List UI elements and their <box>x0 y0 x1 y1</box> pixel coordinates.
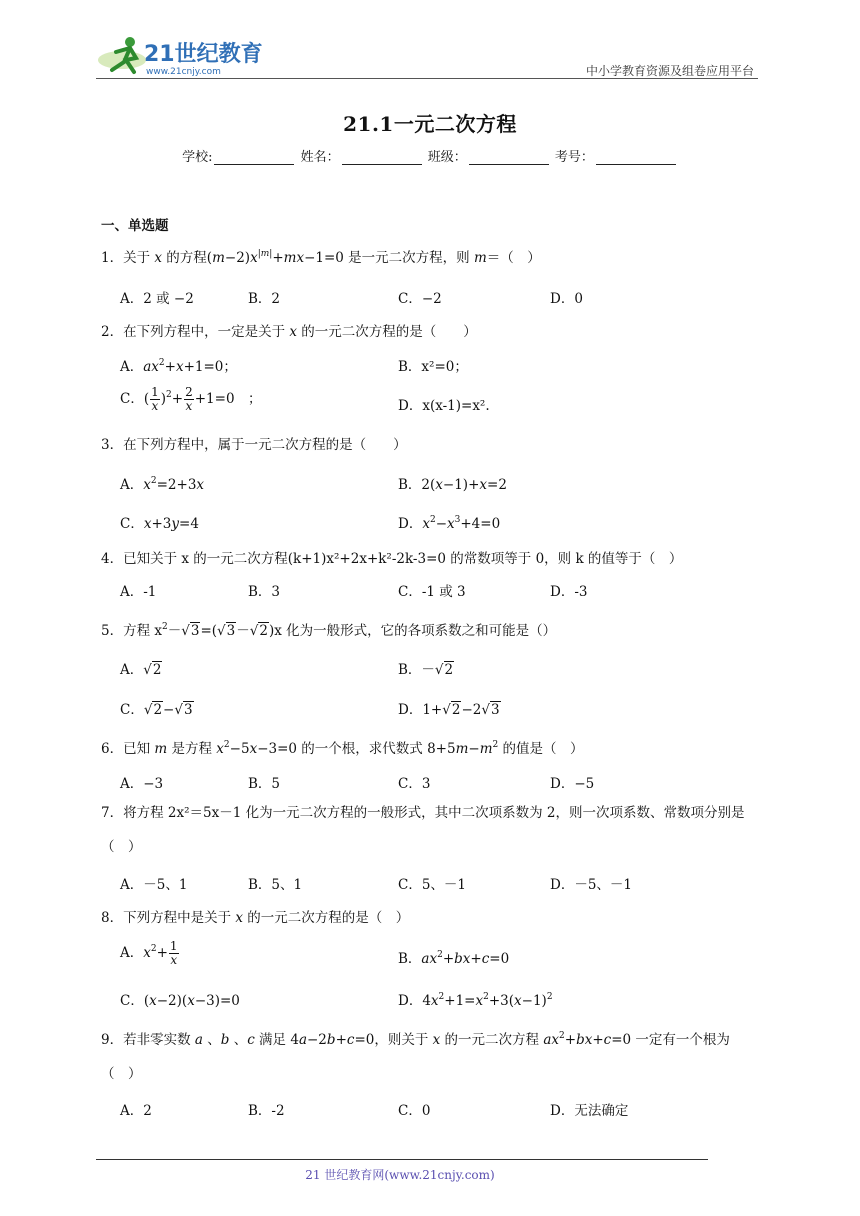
footer-link[interactable]: 21 世纪教育网(www.21cnjy.com) <box>305 1168 495 1182</box>
q8-option-c[interactable]: C．(x−2)(x−3)=0 <box>120 993 240 1009</box>
q9-option-b[interactable]: B．-2 <box>248 1103 285 1119</box>
platform-label: 中小学教育资源及组卷应用平台 <box>585 64 754 78</box>
question-2: 2．在下列方程中，一定是关于 x 的一元二次方程的是（ ） <box>101 324 477 340</box>
question-6: 6．已知 m 是方程 $x^2-5x-3=0$ 的一个根，求代数式 $8+5m-m^2$ 的值是（ ） <box>101 740 584 757</box>
school-label: 学校: <box>182 150 213 165</box>
question-9: 9．若非零实数 a 、b 、c 满足 4a−2b+c=0，则关于 x 的一元二次方程 $ax^2+bx+c=0$ 一定有一个根为（ ） <box>101 1031 730 1082</box>
footer-divider <box>96 1159 708 1160</box>
class-label: 班级： <box>427 150 467 165</box>
q6-option-a[interactable]: A．−3 <box>120 776 164 792</box>
q7-option-c[interactable]: C．5、－1 <box>398 877 467 893</box>
name-label: 姓名： <box>300 150 340 165</box>
q4-option-b[interactable]: B．3 <box>248 584 281 600</box>
q8-option-d[interactable]: D．$4x^2+1=x^2+3(x-1)^2$ <box>398 992 553 1009</box>
q1-option-b[interactable]: B．2 <box>248 291 281 307</box>
school-field[interactable] <box>214 150 294 165</box>
q6-option-d[interactable]: D．−5 <box>550 776 595 792</box>
q8-option-a[interactable]: A．$x^2+$ $\frac{1}{x}$ <box>120 939 178 967</box>
exam-no-label: 考号： <box>554 150 594 165</box>
q3-option-b[interactable]: B．2(x−1)+x=2 <box>398 477 507 493</box>
question-5: 5．方程 $x^2-√3=(√3-√2)x$ 化为一般形式，它的各项系数之和可能是（） <box>101 622 557 639</box>
q8-option-b[interactable]: B．$ax^2+bx+c=0$ <box>398 950 510 967</box>
question-3: 3．在下列方程中，属于一元二次方程的是（ ） <box>101 437 407 453</box>
svg-text:www.21cnjy.com: www.21cnjy.com <box>146 67 221 77</box>
q6-option-c[interactable]: C．3 <box>398 776 431 792</box>
question-8: 8．下列方程中是关于 x 的一元二次方程的是（ ） <box>101 910 410 926</box>
runner-logo-icon <box>96 34 266 78</box>
name-field[interactable] <box>342 150 422 165</box>
svg-text:21世纪教育: 21世纪教育 <box>144 42 263 67</box>
q5-option-c[interactable]: C．√2−√3 <box>120 702 193 718</box>
q9-option-c[interactable]: C．0 <box>398 1103 431 1119</box>
q2-option-c[interactable]: C．( $\frac{1}{x}$ )$^2$+ $\frac{2}{x}$ +1=0 ； <box>120 385 262 413</box>
q5-option-b[interactable]: B．－√2 <box>398 662 454 678</box>
page-title: 21.1一元二次方程 <box>343 112 517 136</box>
q9-option-a[interactable]: A．2 <box>120 1103 152 1119</box>
q1-option-c[interactable]: C．−2 <box>398 291 442 307</box>
q1-option-d[interactable]: D．0 <box>550 291 583 307</box>
q4-option-a[interactable]: A．-1 <box>120 584 157 600</box>
q2-option-b[interactable]: B．x²=0； <box>398 359 468 375</box>
header-divider <box>96 78 758 79</box>
q9-option-d[interactable]: D．无法确定 <box>550 1103 629 1119</box>
q2-option-a[interactable]: A．$ax^2+x+1=0$； <box>120 358 237 375</box>
q7-option-d[interactable]: D．－5、－1 <box>550 877 633 893</box>
section-heading: 一、单选题 <box>101 218 169 234</box>
question-7: 7．将方程 2x²＝5x－1 化为一元二次方程的一般形式，其中二次项系数为 2，则一次项系数、常数项分别是（ ） <box>101 805 745 855</box>
q3-option-d[interactable]: D．$x^2-x^3+4=0$ <box>398 515 501 532</box>
site-logo <box>96 34 266 78</box>
q4-option-d[interactable]: D．-3 <box>550 584 588 600</box>
class-field[interactable] <box>469 150 549 165</box>
q7-option-b[interactable]: B．5、1 <box>248 877 303 893</box>
q2-option-d[interactable]: D．x(x-1)=x². <box>398 398 490 414</box>
q4-option-c[interactable]: C．-1 或 3 <box>398 584 466 600</box>
q6-option-b[interactable]: B．5 <box>248 776 281 792</box>
q5-option-d[interactable]: D．1+√2−2√3 <box>398 702 500 718</box>
q3-option-a[interactable]: A．$x^2=2+3x$ <box>120 476 205 493</box>
q3-option-c[interactable]: C．x+3y=4 <box>120 516 199 532</box>
student-info <box>0 146 860 165</box>
question-4: 4．已知关于 x 的一元二次方程(k+1)x²+2x+k²-2k-3=0 的常数项等于 0，则 k 的值等于（ ） <box>101 551 683 567</box>
question-1: 1．关于 x 的方程$(m-2)x^{|m|}+mx-1=0$ 是一元二次方程，则 m＝（ ） <box>101 249 541 266</box>
q5-option-a[interactable]: A．√2 <box>120 662 162 678</box>
q7-option-a[interactable]: A．－5、1 <box>120 877 188 893</box>
q1-option-a[interactable]: A．2 或 −2 <box>120 291 194 307</box>
exam-no-field[interactable] <box>596 150 676 165</box>
